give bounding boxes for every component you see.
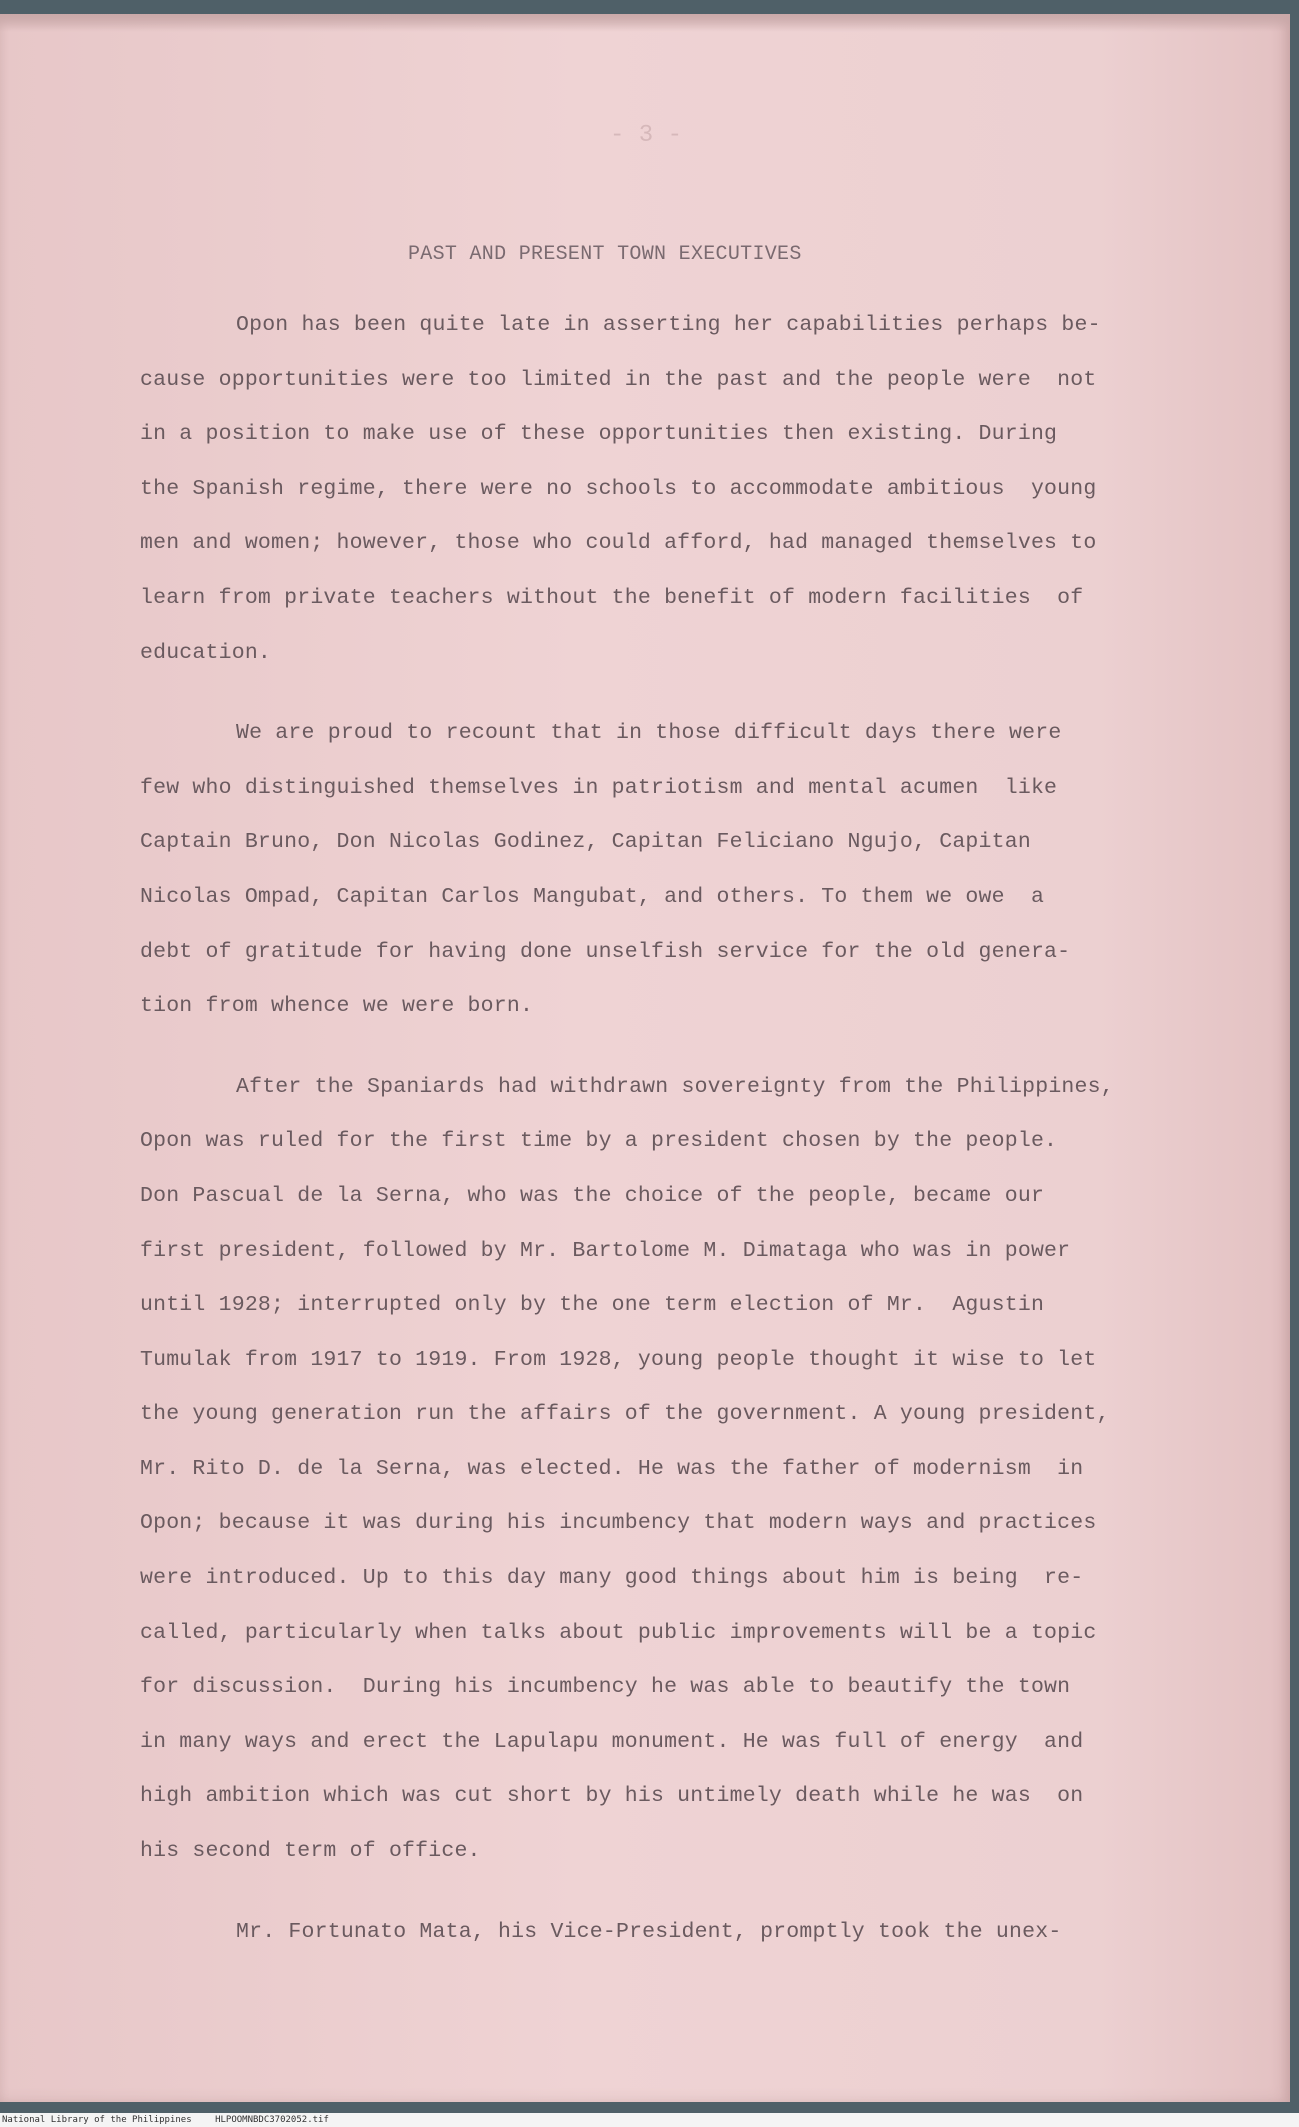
text-line: education.	[140, 640, 272, 665]
text-line: his second term of office.	[140, 1839, 481, 1864]
typed-text-body	[140, 238, 1140, 1959]
text-line: first president, followed by Mr. Bartolome M. Dimataga who was in power	[140, 1238, 1071, 1263]
page-top-edge	[0, 14, 1290, 32]
text-line: were introduced. Up to this day many good things about him is being re-	[140, 1566, 1084, 1591]
text-line: in many ways and erect the Lapulapu monument. He was full of energy and	[140, 1729, 1084, 1754]
text-line: Tumulak from 1917 to 1919. From 1928, young people thought it wise to let	[140, 1347, 1097, 1372]
text-line: in a position to make use of these opportunities then existing. During	[140, 422, 1058, 447]
text-line: We are proud to recount that in those difficult days there were	[236, 721, 1062, 746]
text-line: Opon; because it was during his incumbency that modern ways and practices	[140, 1511, 1097, 1536]
text-line: Nicolas Ompad, Capitan Carlos Mangubat, and others. To them we owe a	[140, 884, 1045, 909]
text-line: After the Spaniards had withdrawn sovereignty from the Philippines,	[236, 1074, 1114, 1099]
text-line: cause opportunities were too limited in the past and the people were not	[140, 367, 1097, 392]
text-line: until 1928; interrupted only by the one term election of Mr. Agustin	[140, 1293, 1045, 1318]
text-line: Don Pascual de la Serna, who was the choice of the people, became our	[140, 1183, 1045, 1208]
text-line: the Spanish regime, there were no schools to accommodate ambitious young	[140, 476, 1097, 501]
text-line: learn from private teachers without the benefit of modern facilities of	[140, 585, 1084, 610]
document-title: PAST AND PRESENT TOWN EXECUTIVES	[408, 243, 802, 266]
scan-footer	[0, 2113, 1299, 2127]
text-line: tion from whence we were born.	[140, 994, 534, 1019]
text-line: called, particularly when talks about public improvements will be a topic	[140, 1620, 1097, 1645]
text-line: Captain Bruno, Don Nicolas Godinez, Capitan Feliciano Ngujo, Capitan	[140, 830, 1031, 855]
text-line: high ambition which was cut short by his untimely death while he was on	[140, 1784, 1084, 1809]
file-id: HLPOOMNBDC3702052.tif	[215, 2115, 329, 2125]
paragraph-2	[140, 706, 1140, 1034]
text-line: Opon has been quite late in asserting her capabilities perhaps be-	[236, 313, 1101, 337]
text-line: the young generation run the affairs of the government. A young president,	[140, 1402, 1110, 1427]
paragraph-1	[140, 298, 1140, 680]
document-page	[0, 14, 1290, 2102]
paragraph-3	[140, 1060, 1140, 1879]
text-line: for discussion. During his incumbency he was able to beautify the town	[140, 1675, 1071, 1700]
library-name: National Library of the Philippines	[2, 2115, 192, 2125]
page-number: - 3 -	[610, 122, 683, 149]
text-line: Mr. Rito D. de la Serna, was elected. He was the father of modernism in	[140, 1456, 1084, 1481]
paragraph-4	[140, 1905, 1140, 1960]
text-line: debt of gratitude for having done unselfish service for the old genera-	[140, 939, 1071, 964]
text-line: Mr. Fortunato Mata, his Vice-President, promptly took the unex-	[236, 1919, 1062, 1944]
text-line: few who distinguished themselves in patriotism and mental acumen like	[140, 775, 1058, 800]
text-line: Opon was ruled for the first time by a president chosen by the people.	[140, 1129, 1058, 1154]
text-line: men and women; however, those who could afford, had managed themselves to	[140, 531, 1097, 556]
